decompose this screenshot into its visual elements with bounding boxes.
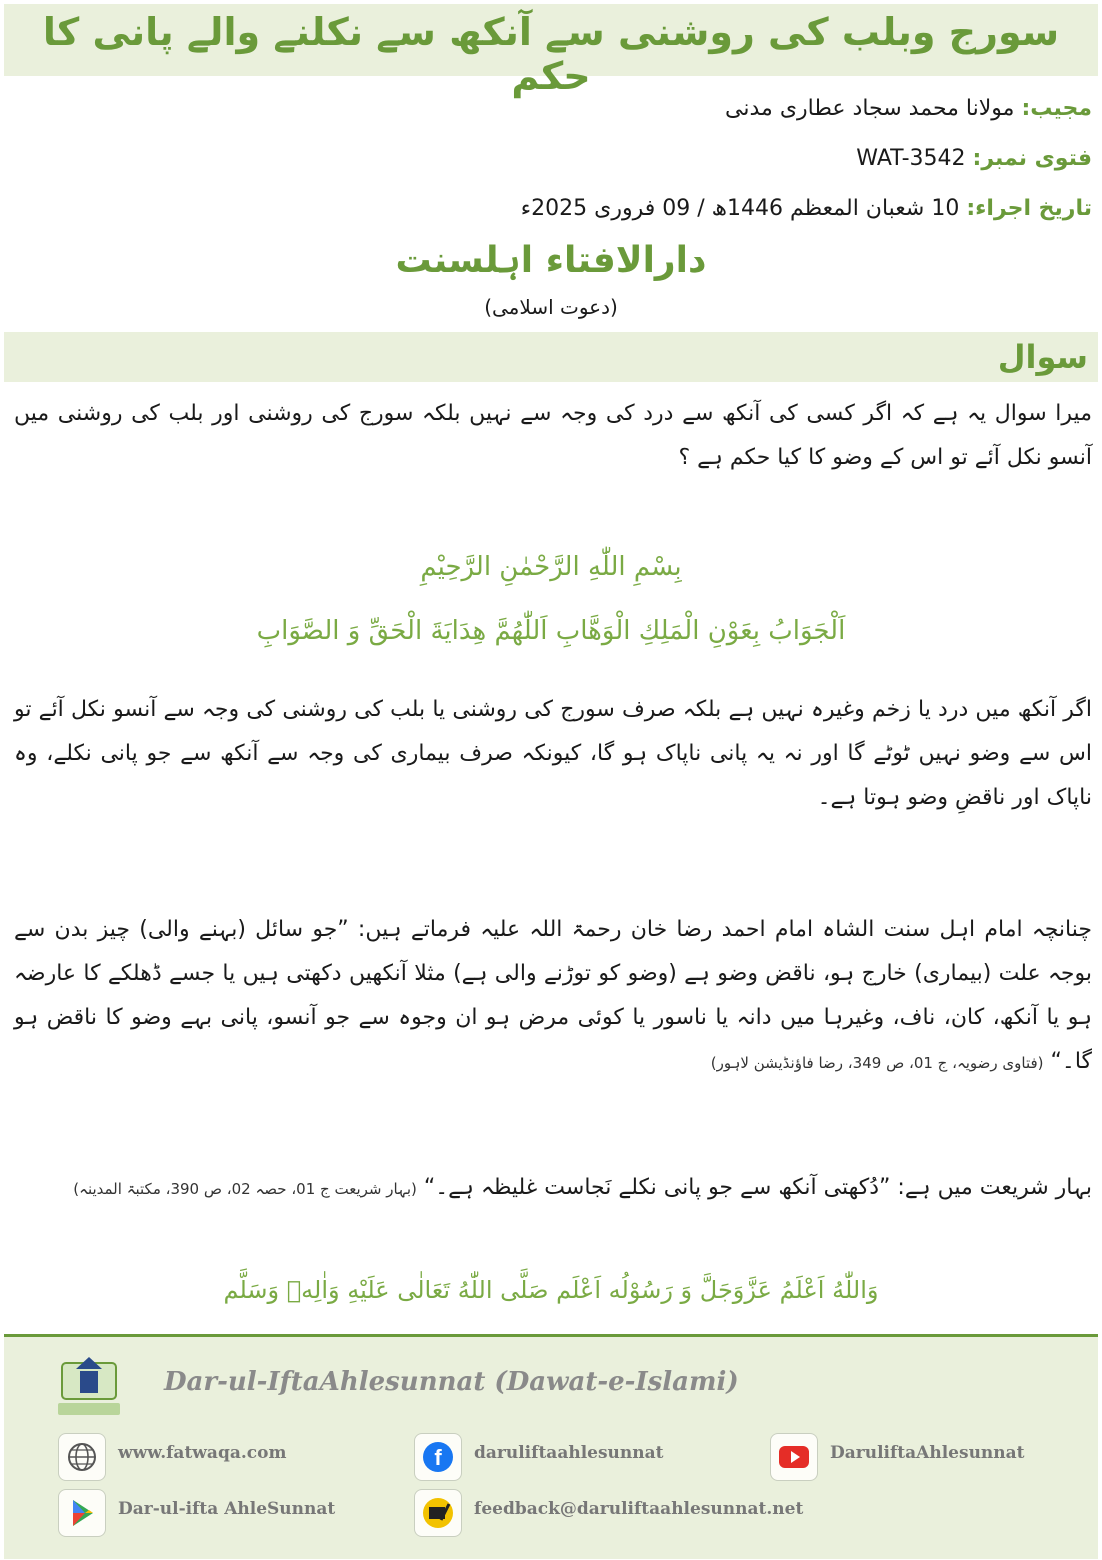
fatwa-number-line [856, 146, 1092, 171]
answer-paragraph-2-reference: (فتاوی رضویہ، ج 01، ص 349، رضا فاؤنڈیشن لاہور) [710, 1054, 1044, 1072]
youtube-icon [770, 1433, 818, 1481]
answer-paragraph-1: اگر آنکھ میں درد یا زخم وغیرہ نہیں ہے بلکہ صرف سورج کی روشنی یا بلب کی روشنی کی وجہ سے آنسو نکل آئے تو اس سے وضو نہیں ٹوٹے گا اور نہ یہ پانی ناپاک ہو گا، کیونکہ صرف بیماری کی وجہ سے آنکھ سے جو پانی نکلے، وہ ناپاک اور ناقضِ وضو ہوتا ہے۔ [14, 697, 1092, 810]
organization-name: دارالافتاء اہلسنت [395, 240, 707, 281]
answer-paragraph-3-reference: (بہار شریعت ج 01، حصہ 02، ص 390، مکتبۃ المدینہ) [73, 1180, 417, 1198]
mujeeb-line [725, 96, 1092, 121]
play-store-text: Dar-ul-ifta AhleSunnat [118, 1499, 336, 1519]
website-text: www.fatwaqa.com [118, 1443, 287, 1463]
footer [4, 1334, 1098, 1559]
footer-brand: Dar-ul-IftaAhlesunnat (Dawat-e-Islami) [164, 1367, 739, 1397]
answer-paragraph-2 [14, 908, 1092, 1085]
youtube-text: DaruliftaAhlesunnat [830, 1443, 1025, 1463]
answer-paragraph-3 [14, 1166, 1092, 1211]
facebook-icon [414, 1433, 462, 1481]
answer-paragraph-3-text: بہار شریعت میں ہے: ”دُکھتی آنکھ سے جو پانی نکلے نَجاست غلیظہ ہے۔“ [423, 1175, 1092, 1200]
dar-ul-ifta-logo-icon [50, 1349, 128, 1423]
feedback-icon [414, 1489, 462, 1537]
globe-icon [58, 1433, 106, 1481]
question-band [4, 332, 1098, 382]
fatwa-number-value: WAT-3542 [856, 146, 966, 171]
title-band [4, 4, 1098, 98]
answer-opening: اَلْجَوَابُ بِعَوْنِ الْمَلِكِ الْوَهَّابِ اَللّٰهُمَّ هِدَايَةَ الْحَقِّ وَ الصَّوَابِ [256, 616, 846, 646]
issue-date-line [521, 196, 1092, 221]
fatwa-number-label: فتوی نمبر: [972, 146, 1092, 171]
svg-text:f: f [434, 1445, 442, 1470]
issue-date-value: 10 شعبان المعظم 1446ھ / 09 فروری 2025ء [520, 196, 960, 221]
organization-subtitle: (دعوت اسلامی) [484, 295, 618, 319]
question-heading: سوال [997, 338, 1088, 376]
bismillah: بِسْمِ اللّٰهِ الرَّحْمٰنِ الرَّحِيْمِ [420, 552, 682, 582]
mujeeb-value: مولانا محمد سجاد عطاری مدنی [725, 96, 1015, 121]
question-text: میرا سوال یہ ہے کہ اگر کسی کی آنکھ سے درد کی وجہ سے نہیں بلکہ سورج کی روشنی اور بلب کی روشنی میں آنسو نکل آئے تو اس کے وضو کا کیا حکم ہے ؟ [14, 401, 1092, 470]
play-store-icon [58, 1489, 106, 1537]
issue-date-label: تاریخ اجراء: [966, 196, 1092, 221]
facebook-text: daruliftaahlesunnat [474, 1443, 664, 1463]
closing-dua: وَاللّٰهُ اَعْلَمُ عَزَّوَجَلَّ وَ رَسُوْلُه اَعْلَم صَلَّى اللّٰهُ تَعَالٰى عَلَيْهِ وَاٰلِهٖ وَسَلَّم [223, 1276, 879, 1304]
answer-paragraph-2-text: چنانچہ امام اہل سنت الشاہ امام احمد رضا خان رحمۃ اللہ علیہ فرماتے ہیں: ”جو سائل (بہنے والی) چیز بدن سے بوجہ علت (بیماری) خارج ہو، ناقض وضو ہے (وضو کو توڑنے والی ہے) مثلا آنکھیں دکھتی ہیں یا جسے ڈھلکے کا عارضہ ہو یا آنکھ، کان، ناف، وغیرہا میں دانہ یا ناسور یا کوئی مرض ہو ان وجوہ سے جو آنسو، پانی بہے وضو کا ناقض ہو گا۔“ [14, 917, 1092, 1074]
page-title: سورج وبلب کی روشنی سے آنکھ سے نکلنے والے پانی کا حکم [42, 10, 1060, 98]
mujeeb-label: مجیب: [1021, 96, 1092, 121]
email-text: feedback@daruliftaahlesunnat.net [474, 1499, 804, 1519]
